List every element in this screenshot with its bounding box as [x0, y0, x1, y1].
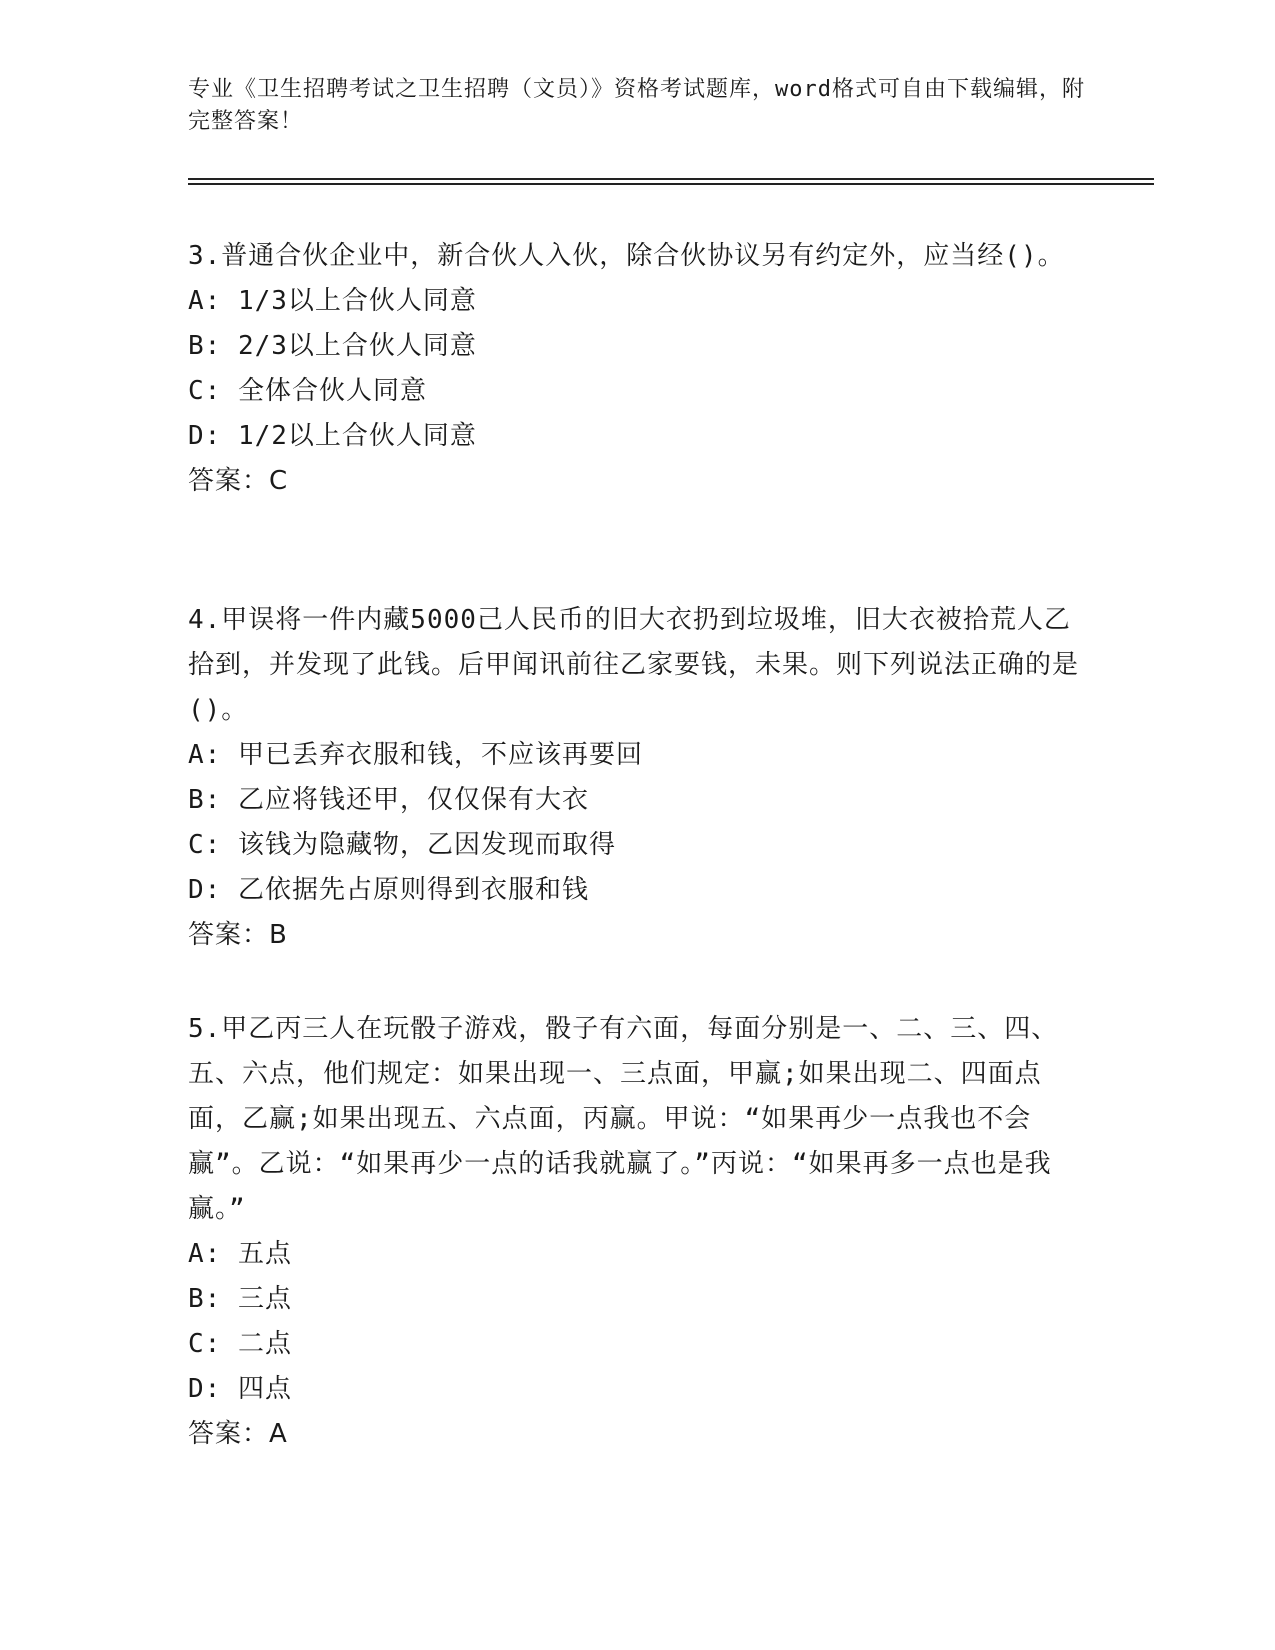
option-a: A: 五点 [188, 1239, 292, 1269]
answer: 答案：C [188, 466, 289, 496]
document-header [188, 74, 1088, 138]
question-4 [188, 598, 1088, 958]
answer: 答案：B [188, 920, 288, 950]
option-b: B: 三点 [188, 1284, 292, 1314]
option-b: B: 2/3以上合伙人同意 [188, 331, 477, 361]
option-c: C: 全体合伙人同意 [188, 376, 427, 406]
option-d: D: 四点 [188, 1374, 292, 1404]
option-c: C: 二点 [188, 1329, 292, 1359]
option-a: A: 甲已丢弃衣服和钱，不应该再要回 [188, 740, 643, 770]
rule-line-top [188, 178, 1154, 180]
question-3 [188, 234, 1088, 504]
question-stem: 4.甲误将一件内藏5000己人民币的旧大衣扔到垃圾堆，旧大衣被拾荒人乙拾到，并发现了此钱。后甲闻讯前往乙家要钱，未果。则下列说法正确的是()。 [188, 605, 1080, 725]
question-5 [188, 1007, 1088, 1457]
question-stem: 5.甲乙丙三人在玩骰子游戏，骰子有六面，每面分别是一、二、三、四、五、六点，他们规定：如果出现一、三点面，甲赢;如果出现二、四面点面，乙赢;如果出现五、六点面，丙赢。甲说：“如果再少一点我也不会赢”。乙说：“如果再少一点的话我就赢了。”丙说：“如果再多一点也是我赢。” [188, 1014, 1059, 1224]
option-c: C: 该钱为隐藏物，乙因发现而取得 [188, 830, 616, 860]
option-b: B: 乙应将钱还甲，仅仅保有大衣 [188, 785, 589, 815]
header-title: 专业《卫生招聘考试之卫生招聘（文员）》资格考试题库，word格式可自由下载编辑，附完整答案！ [188, 77, 1085, 134]
option-d: D: 1/2以上合伙人同意 [188, 421, 477, 451]
option-a: A: 1/3以上合伙人同意 [188, 286, 477, 316]
question-stem: 3.普通合伙企业中，新合伙人入伙，除合伙协议另有约定外，应当经()。 [188, 241, 1065, 271]
header-double-rule [188, 178, 1154, 185]
answer: 答案：A [188, 1419, 288, 1449]
option-d: D: 乙依据先占原则得到衣服和钱 [188, 875, 589, 905]
rule-line-bottom [188, 183, 1154, 185]
